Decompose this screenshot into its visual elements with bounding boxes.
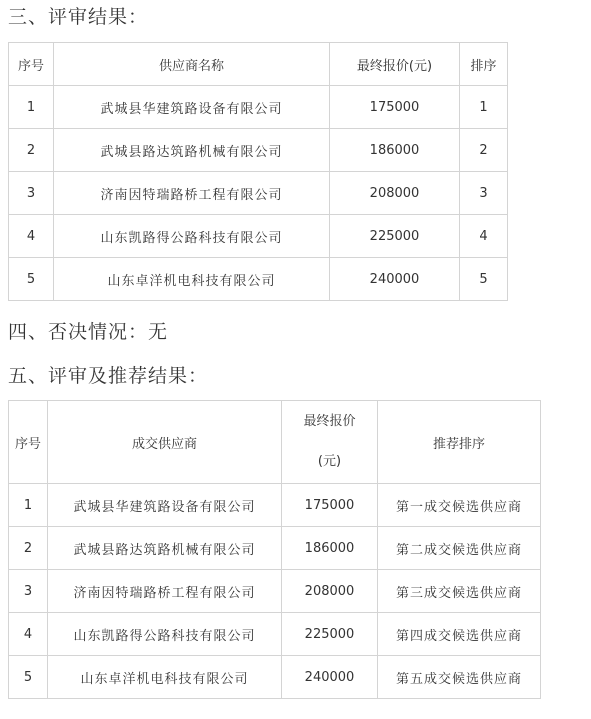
header-cell: 序号 [9, 43, 54, 86]
supplier-name: 山东凯路得公路科技有限公司 [48, 613, 282, 656]
recommend-rank: 第一成交候选供应商 [378, 484, 541, 527]
header-cell: 成交供应商 [48, 401, 282, 484]
section4-title: 四、否决情况：无 [8, 321, 169, 343]
table-row [9, 172, 508, 215]
section3-title: 三、评审结果： [8, 6, 149, 28]
supplier-name: 山东卓洋机电科技有限公司 [48, 656, 282, 699]
final-price: 175000 [282, 484, 378, 527]
header-cell: 推荐排序 [378, 401, 541, 484]
row-index: 1 [9, 86, 54, 129]
header-cell: 排序 [460, 43, 508, 86]
supplier-name: 山东卓洋机电科技有限公司 [54, 258, 330, 301]
table-row [9, 215, 508, 258]
row-index: 3 [9, 172, 54, 215]
supplier-name: 山东凯路得公路科技有限公司 [54, 215, 330, 258]
supplier-name: 济南因特瑞路桥工程有限公司 [48, 570, 282, 613]
evaluation-results-table [8, 42, 508, 301]
recommend-rank: 第二成交候选供应商 [378, 527, 541, 570]
table-header-row [9, 401, 541, 484]
rank: 1 [460, 86, 508, 129]
final-price: 240000 [330, 258, 460, 301]
header-cell [282, 401, 378, 484]
final-price: 225000 [282, 613, 378, 656]
table-row [9, 656, 541, 699]
table-row [9, 570, 541, 613]
rank: 2 [460, 129, 508, 172]
final-price: 240000 [282, 656, 378, 699]
supplier-name: 武城县华建筑路设备有限公司 [54, 86, 330, 129]
table-row [9, 613, 541, 656]
row-index: 4 [9, 613, 48, 656]
supplier-name: 武城县路达筑路机械有限公司 [48, 527, 282, 570]
header-cell: 最终报价(元) [330, 43, 460, 86]
header-cell: 序号 [9, 401, 48, 484]
rank: 4 [460, 215, 508, 258]
supplier-name: 武城县路达筑路机械有限公司 [54, 129, 330, 172]
supplier-name: 济南因特瑞路桥工程有限公司 [54, 172, 330, 215]
row-index: 1 [9, 484, 48, 527]
row-index: 3 [9, 570, 48, 613]
recommendation-results-table [8, 400, 541, 699]
rank: 5 [460, 258, 508, 301]
row-index: 2 [9, 129, 54, 172]
row-index: 4 [9, 215, 54, 258]
final-price: 186000 [330, 129, 460, 172]
final-price: 208000 [330, 172, 460, 215]
supplier-name: 武城县华建筑路设备有限公司 [48, 484, 282, 527]
recommend-rank: 第四成交候选供应商 [378, 613, 541, 656]
final-price: 175000 [330, 86, 460, 129]
final-price: 186000 [282, 527, 378, 570]
table-row [9, 86, 508, 129]
header-cell: 供应商名称 [54, 43, 330, 86]
header-price-line1: 最终报价 [303, 414, 356, 429]
final-price: 208000 [282, 570, 378, 613]
table-row [9, 129, 508, 172]
table-header-row [9, 43, 508, 86]
section5-title: 五、评审及推荐结果： [8, 365, 209, 387]
row-index: 5 [9, 656, 48, 699]
row-index: 2 [9, 527, 48, 570]
table-row [9, 258, 508, 301]
recommend-rank: 第三成交候选供应商 [378, 570, 541, 613]
final-price: 225000 [330, 215, 460, 258]
recommend-rank: 第五成交候选供应商 [378, 656, 541, 699]
row-index: 5 [9, 258, 54, 301]
rank: 3 [460, 172, 508, 215]
header-price-line2: (元) [317, 454, 342, 469]
table-row [9, 527, 541, 570]
table-row [9, 484, 541, 527]
